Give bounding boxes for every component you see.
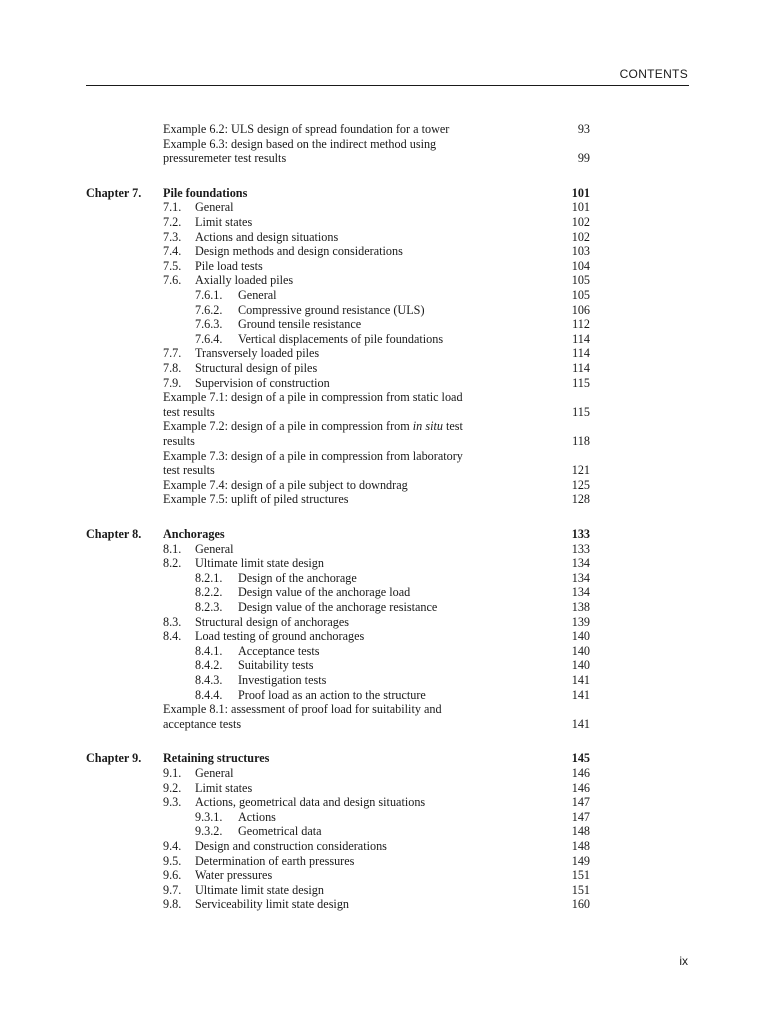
section-title: Pile load tests <box>195 258 263 273</box>
subsection-title: Proof load as an action to the structure <box>238 687 426 702</box>
section-number: 9.5. <box>163 853 182 868</box>
toc-line-section <box>0 259 768 274</box>
example-title <box>163 492 348 507</box>
page-ref: 149 <box>571 853 590 868</box>
example-text: Example 7.2: design of a pile in compression from <box>163 419 413 434</box>
section-number: 7.4. <box>163 244 182 259</box>
toc-line-section <box>0 854 768 869</box>
chapter-title: Retaining structures <box>163 751 270 766</box>
section-title: Limit states <box>195 215 253 229</box>
subsection-title: General <box>238 288 277 302</box>
subsection-number: 8.2.2. <box>195 585 223 600</box>
subsection-title: Vertical displacements of pile foundations <box>238 331 444 346</box>
section-number: 7.3. <box>163 229 182 244</box>
toc-line-section <box>0 556 768 571</box>
example-text-after: test <box>442 419 463 434</box>
section-number: 8.2. <box>163 556 182 571</box>
example-text: Example 7.4: design of a pile subject to downdrag <box>163 477 408 492</box>
toc-line-example <box>0 449 768 464</box>
page-ref: 114 <box>572 331 590 346</box>
section-number: 9.8. <box>163 897 182 912</box>
page-ref: 102 <box>571 229 590 244</box>
toc-line-section <box>0 361 768 376</box>
toc-line-section <box>0 781 768 796</box>
subsection-number: 7.6.3. <box>195 317 223 332</box>
subsection-title: Design value of the anchorage resistance <box>238 600 438 614</box>
page-ref: 128 <box>571 492 590 507</box>
page-ref: 133 <box>571 541 590 556</box>
example-title <box>163 449 463 464</box>
example-italic-text: in situ <box>412 419 443 434</box>
section-title: Serviceability limit state design <box>195 897 350 912</box>
page-ref: 145 <box>571 751 590 766</box>
example-text: Example 7.3: design of a pile in compression from laboratory <box>163 448 463 463</box>
toc-line-section <box>0 346 768 361</box>
toc-line-section <box>0 868 768 883</box>
toc-line-example <box>0 717 768 732</box>
page-ref: 125 <box>571 477 590 492</box>
page-ref: 134 <box>571 570 590 585</box>
toc-line-section <box>0 542 768 557</box>
subsection-title: Geometrical data <box>238 824 322 839</box>
section-number: 9.7. <box>163 882 182 897</box>
toc-line-section <box>0 766 768 781</box>
page-ref: 112 <box>572 317 590 332</box>
toc-line-chapter <box>0 751 768 766</box>
toc-line-example <box>0 137 768 152</box>
example-text: Example 7.1: design of a pile in compression from static load <box>163 390 463 405</box>
page-ref: 146 <box>571 780 590 795</box>
example-title <box>163 478 408 493</box>
toc-line-chapter <box>0 186 768 201</box>
example-text: Example 7.5: uplift of piled structures <box>163 492 349 507</box>
chapter-label: Chapter 9. <box>86 751 142 766</box>
page-ref: 105 <box>571 288 590 302</box>
section-title: Axially loaded piles <box>195 273 294 288</box>
toc-line-example <box>0 390 768 405</box>
example-text: Example 6.3: design based on the indirect method using <box>163 136 437 151</box>
section-title: Determination of earth pressures <box>195 853 355 868</box>
subsection-title: Actions <box>238 809 276 824</box>
toc-line-section <box>0 795 768 810</box>
page-ref: 106 <box>571 302 590 317</box>
toc-line-subsection <box>0 571 768 586</box>
section-number: 7.6. <box>163 273 182 288</box>
page-ref: 115 <box>572 375 590 390</box>
section-title: General <box>195 541 234 556</box>
toc-line-example <box>0 492 768 507</box>
page-ref: 140 <box>571 658 590 673</box>
section-title: Supervision of construction <box>195 375 330 390</box>
page-ref: 101 <box>571 200 590 215</box>
section-number: 9.2. <box>163 780 182 795</box>
example-title <box>163 717 241 732</box>
page-ref: 115 <box>572 404 590 419</box>
page-ref: 160 <box>571 897 590 912</box>
section-title: Actions and design situations <box>195 229 339 244</box>
subsection-title: Design of the anchorage <box>238 570 357 585</box>
section-number: 9.3. <box>163 795 182 810</box>
page-ref: 104 <box>571 258 590 273</box>
example-text: pressuremeter test results <box>163 151 287 166</box>
toc-line-example <box>0 151 768 166</box>
toc-line-section <box>0 244 768 259</box>
subsection-number: 8.4.4. <box>195 687 223 702</box>
section-number: 7.8. <box>163 361 182 375</box>
example-text: results <box>163 434 195 448</box>
page-ref: 140 <box>571 629 590 644</box>
subsection-number: 7.6.2. <box>195 302 223 317</box>
subsection-number: 8.2.3. <box>195 600 223 614</box>
subsection-number: 8.2.1. <box>195 570 223 585</box>
chapter-label: Chapter 7. <box>86 185 142 200</box>
toc-line-chapter <box>0 527 768 542</box>
toc-line-section <box>0 215 768 230</box>
chapter-title: Anchorages <box>163 527 225 541</box>
example-title <box>163 390 463 405</box>
page-ref: 101 <box>571 185 590 200</box>
toc-line-subsection <box>0 658 768 673</box>
toc-line-example <box>0 463 768 478</box>
section-title: Load testing of ground anchorages <box>195 629 365 644</box>
toc-line-subsection <box>0 303 768 318</box>
page-ref: 114 <box>572 346 590 361</box>
toc-line-section <box>0 629 768 644</box>
page-ref: 141 <box>571 687 590 702</box>
toc-line-example <box>0 702 768 717</box>
subsection-title: Ground tensile resistance <box>238 317 362 332</box>
section-title: General <box>195 200 234 215</box>
page-ref: 148 <box>571 839 590 853</box>
toc-line-subsection <box>0 317 768 332</box>
subsection-number: 9.3.2. <box>195 824 223 839</box>
section-title: Structural design of piles <box>195 361 318 375</box>
page-number: ix <box>679 954 688 968</box>
section-title: Water pressures <box>195 868 273 883</box>
page-ref: 134 <box>571 556 590 571</box>
subsection-number: 8.4.2. <box>195 658 223 673</box>
section-number: 9.1. <box>163 766 182 780</box>
subsection-number: 9.3.1. <box>195 809 223 824</box>
toc-line-subsection <box>0 810 768 825</box>
section-number: 7.7. <box>163 346 182 361</box>
toc-line-subsection <box>0 673 768 688</box>
page-ref: 147 <box>571 809 590 824</box>
section-title: Design and construction considerations <box>195 839 387 853</box>
example-text: acceptance tests <box>163 716 242 731</box>
toc-line-section <box>0 615 768 630</box>
toc-line-section <box>0 230 768 245</box>
page-ref: 141 <box>571 716 590 731</box>
page-ref: 93 <box>577 122 590 136</box>
toc-line-example <box>0 405 768 420</box>
header-rule <box>86 85 689 86</box>
chapter-title: Pile foundations <box>163 185 248 200</box>
page-ref: 134 <box>571 585 590 600</box>
toc-line-example <box>0 419 768 434</box>
example-title <box>163 151 286 166</box>
chapter-label: Chapter 8. <box>86 527 142 541</box>
example-title <box>163 463 215 478</box>
running-header: CONTENTS <box>619 67 688 81</box>
subsection-number: 7.6.4. <box>195 331 223 346</box>
subsection-title: Design value of the anchorage load <box>238 585 411 600</box>
toc-line-section <box>0 839 768 854</box>
section-title: Design methods and design considerations <box>195 244 403 259</box>
toc-line-section <box>0 897 768 912</box>
toc-line-subsection <box>0 288 768 303</box>
example-title <box>163 137 436 152</box>
section-number: 7.1. <box>163 200 182 215</box>
example-text: test results <box>163 404 215 419</box>
page-ref: 151 <box>571 882 590 897</box>
section-number: 8.4. <box>163 629 182 644</box>
section-title: Ultimate limit state design <box>195 556 324 571</box>
page-ref: 141 <box>571 673 590 687</box>
example-text: test results <box>163 463 215 478</box>
example-text: Example 6.2: ULS design of spread foundation for a tower <box>163 122 450 136</box>
toc-line-subsection <box>0 824 768 839</box>
page-ref: 140 <box>571 643 590 658</box>
subsection-number: 8.4.3. <box>195 673 223 687</box>
example-text: Example 8.1: assessment of proof load for suitability and <box>163 702 442 717</box>
toc-line-section <box>0 376 768 391</box>
section-number: 9.4. <box>163 839 182 853</box>
page-ref: 139 <box>571 614 590 629</box>
section-title: Structural design of anchorages <box>195 614 349 629</box>
page-ref: 151 <box>571 868 590 883</box>
page-ref: 103 <box>571 244 590 259</box>
section-title: Transversely loaded piles <box>195 346 320 361</box>
toc-line-subsection <box>0 332 768 347</box>
subsection-title: Suitability tests <box>238 658 314 673</box>
toc-line-subsection <box>0 600 768 615</box>
page-ref: 99 <box>577 151 590 166</box>
page-ref: 133 <box>571 527 590 541</box>
section-number: 7.9. <box>163 375 182 390</box>
example-title <box>163 122 449 137</box>
toc-line-example <box>0 122 768 137</box>
subsection-title: Compressive ground resistance (ULS) <box>238 302 425 317</box>
page-ref: 147 <box>571 795 590 810</box>
toc-line-example <box>0 478 768 493</box>
page-ref: 148 <box>571 824 590 839</box>
toc-line-section <box>0 200 768 215</box>
toc-line-example <box>0 434 768 449</box>
subsection-number: 7.6.1. <box>195 288 223 302</box>
toc-line-subsection <box>0 644 768 659</box>
section-title: Actions, geometrical data and design situations <box>195 795 426 810</box>
toc-line-section <box>0 273 768 288</box>
toc-line-subsection <box>0 688 768 703</box>
example-title <box>163 405 215 420</box>
section-number: 7.2. <box>163 215 182 229</box>
section-number: 9.6. <box>163 868 182 883</box>
page-ref: 138 <box>571 600 590 614</box>
section-number: 7.5. <box>163 258 182 273</box>
toc-line-section <box>0 883 768 898</box>
subsection-number: 8.4.1. <box>195 643 223 658</box>
example-title <box>163 434 195 449</box>
section-number: 8.3. <box>163 614 182 629</box>
page-ref: 121 <box>571 463 590 478</box>
subsection-title: Investigation tests <box>238 673 327 687</box>
page-ref: 146 <box>571 766 590 780</box>
section-title: Limit states <box>195 780 253 795</box>
page-ref: 114 <box>572 361 590 375</box>
subsection-title: Acceptance tests <box>238 643 320 658</box>
page-ref: 105 <box>571 273 590 288</box>
example-title <box>163 702 442 717</box>
page-ref: 118 <box>572 434 590 448</box>
example-title <box>163 419 463 434</box>
toc-line-subsection <box>0 585 768 600</box>
page-ref: 102 <box>571 215 590 229</box>
section-number: 8.1. <box>163 541 182 556</box>
section-title: General <box>195 766 234 780</box>
section-title: Ultimate limit state design <box>195 882 324 897</box>
